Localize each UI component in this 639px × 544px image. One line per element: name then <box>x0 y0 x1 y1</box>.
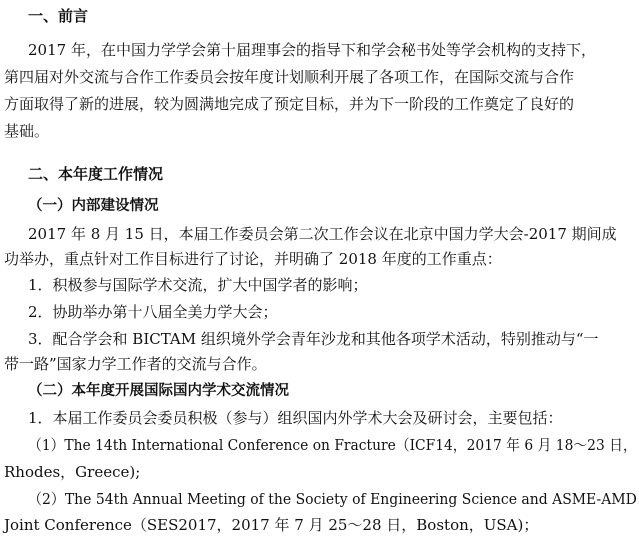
paragraph-line: 2017 年，在中国力学学会第十届理事会的指导下和学会秘书处等学会机构的支持下， <box>28 41 596 59</box>
list-item: 3．配合学会和 BICTAM 组织境外学会青年沙龙和其他各项学术活动，特别推动与“一 <box>28 330 599 348</box>
paragraph-line: 方面取得了新的进展，较为圆满地完成了预定目标，并为下一阶段的工作奠定了良好的 <box>4 95 575 113</box>
list-item-continuation: Rhodes，Greece); <box>4 463 141 481</box>
section-heading-annual-work: 二、本年度工作情况 <box>28 165 164 183</box>
paragraph-line: 功举办，重点针对工作目标进行了讨论，并明确了 2018 年度的工作重点： <box>4 250 502 268</box>
list-item: 2．协助举办第十八届全美力学大会； <box>28 303 278 321</box>
paragraph-line: 基础。 <box>4 122 50 140</box>
list-item: （1）The 14th International Conference on Fracture（ICF14，2017 年 6 月 18～23 日， <box>28 436 637 454</box>
subsection-heading-exchange: （二）本年度开展国际国内学术交流情况 <box>28 383 289 399</box>
list-item: （2）The 54th Annual Meeting of the Society of Engineering Science and ASME-AMD <box>28 490 637 508</box>
list-item: 1．本届工作委员会委员积极（参与）组织国内外学术大会及研讨会，主要包括： <box>28 409 563 427</box>
list-item-continuation: Joint Conference（SES2017，2017 年 7 月 25～28 日，Boston，USA)； <box>4 516 539 534</box>
subsection-heading-internal: （一）内部建设情况 <box>28 198 159 214</box>
list-item-continuation: 带一路”国家力学工作者的交流与合作。 <box>4 355 267 373</box>
section-heading-preface: 一、前言 <box>28 7 89 25</box>
paragraph-line: 2017 年 8 月 15 日，本届工作委员会第二次工作会议在北京中国力学大会-2017 期间成 <box>28 225 617 243</box>
paragraph-line: 第四届对外交流与合作工作委员会按年度计划顺利开展了各项工作，在国际交流与合作 <box>4 68 575 86</box>
list-item: 1．积极参与国际学术交流，扩大中国学者的影响； <box>28 276 368 294</box>
